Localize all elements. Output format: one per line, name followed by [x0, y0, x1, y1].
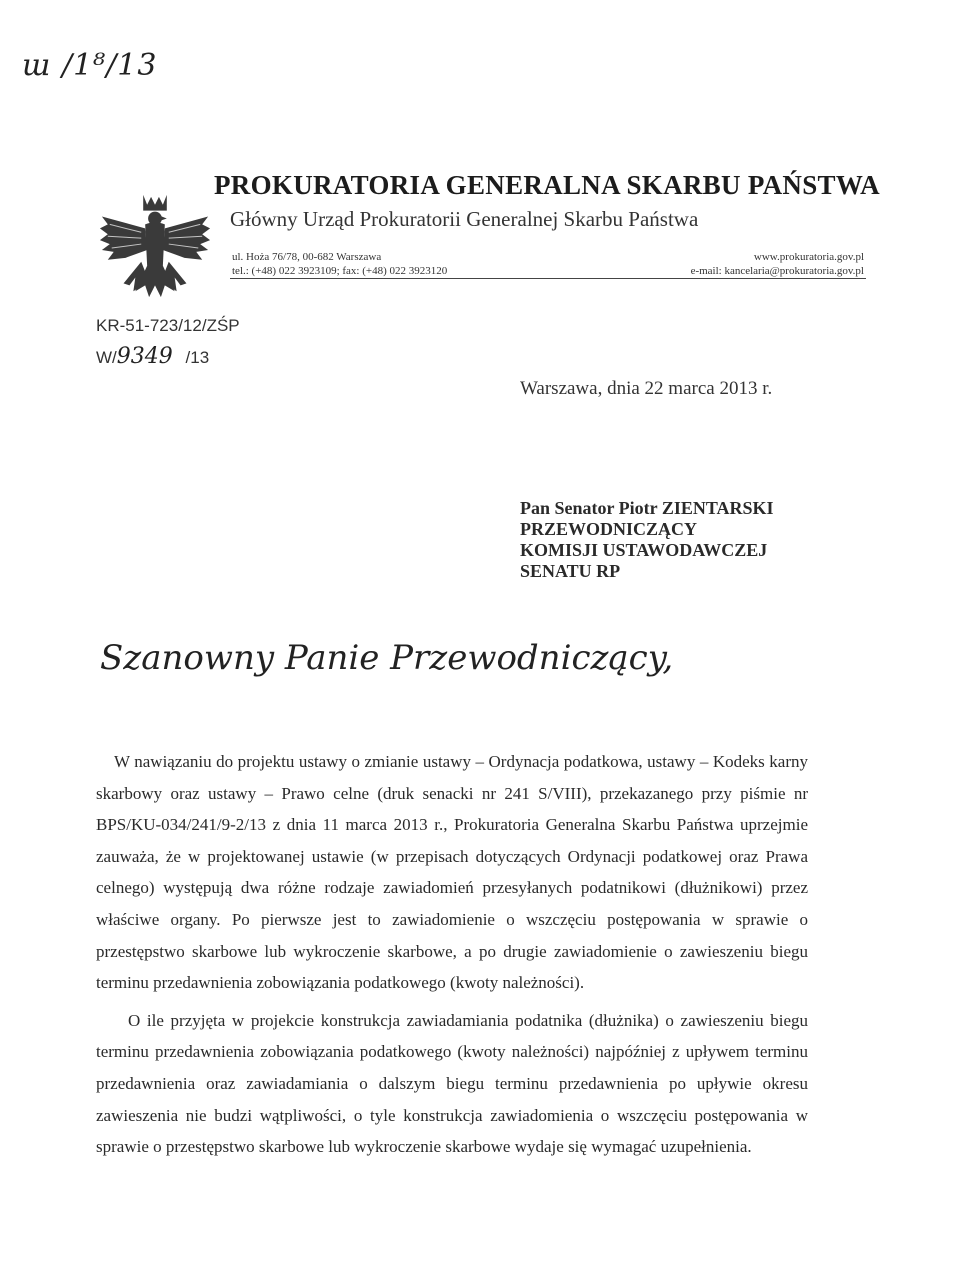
recipient-line-1: Pan Senator Piotr ZIENTARSKI — [520, 498, 774, 518]
recipient-line-2: PRZEWODNICZĄCY — [520, 519, 698, 539]
phone-line: tel.: (+48) 022 3923109; fax: (+48) 022 3923120 — [232, 265, 448, 277]
body-paragraph-2: O ile przyjęta w projekcie konstrukcja zawiadamiania podatnika (dłużnika) o zawieszeniu biegu terminu przedawnienia zobowiązania podatkowego (kwoty należności) najpóźniej z upływem terminu przedawnienia oraz zawiadamiania o dalszym biegu terminu przedawnienia po upływie okresu zawieszenia nie budzi wątpliwości, o tyle konstrukcja zawiadomienia o wszczęciu postępowania w sprawie o przestępstwo skarbowe lub wykroczenie skarbowe wydaje się wymagać uzupełnienia. — [96, 1010, 808, 1157]
body-paragraph-1: W nawiązaniu do projektu ustawy o zmianie ustawy – Ordynacja podatkowa, ustawy – Kodeks karny skarbowy oraz ustawy – Prawo celne (druk senacki nr 241 S/VIII), przekazanego przy piśmie nr BPS/KU-034/241/9-2/13 z dnia 11 marca 2013 r., Prokuratoria Generalna Skarbu Państwa uprzejmie zauważa, że w projektowanej ustawie (w przepisach dotyczących Ordynacji podatkowej oraz Prawa celnego) występują dwa różne rodzaje zawiadomień przesyłanych podatnikowi (dłużnikowi) przez właściwe organy. Po pierwsze jest to zawiadomienie o wszczęciu postępowania w sprawie o przestępstwo skarbowe lub wykroczenie skarbowe, a po drugie zawiadomienie o zawieszeniu biegu terminu przedawnienia zobowiązania podatkowego (kwoty należności). — [96, 752, 808, 993]
institution-title: PROKURATORIA GENERALNA SKARBU PAŃSTWA — [214, 170, 880, 200]
header-divider — [230, 278, 866, 279]
website-line: www.prokuratoria.gov.pl — [753, 251, 864, 263]
recipient-block — [520, 498, 774, 582]
polish-eagle-emblem-icon — [96, 188, 214, 308]
registry-prefix: W/ — [96, 348, 117, 367]
case-reference: KR-51-723/12/ZŚP — [96, 316, 240, 335]
address-line: ul. Hoża 76/78, 00-682 Warszawa — [232, 251, 382, 263]
handwritten-registry-note: ɯ /1⁸/13 — [22, 48, 158, 83]
letter-date: Warszawa, dnia 22 marca 2013 r. — [520, 378, 773, 399]
registry-handwritten-number: 9349 — [116, 344, 173, 369]
contact-address-block — [232, 250, 447, 278]
contact-web-block — [691, 250, 864, 278]
institution-subtitle: Główny Urząd Prokuratorii Generalnej Skarbu Państwa — [230, 207, 699, 231]
recipient-line-3: KOMISJI USTAWODAWCZEJ — [520, 540, 768, 560]
registry-suffix: /13 — [185, 348, 210, 367]
letter-body — [96, 746, 808, 1163]
email-line: e-mail: kancelaria@prokuratoria.gov.pl — [690, 265, 864, 277]
handwritten-salutation: Szanowny Panie Przewodniczący, — [100, 638, 674, 678]
recipient-line-4: SENATU RP — [520, 561, 621, 581]
registry-reference — [96, 344, 209, 369]
